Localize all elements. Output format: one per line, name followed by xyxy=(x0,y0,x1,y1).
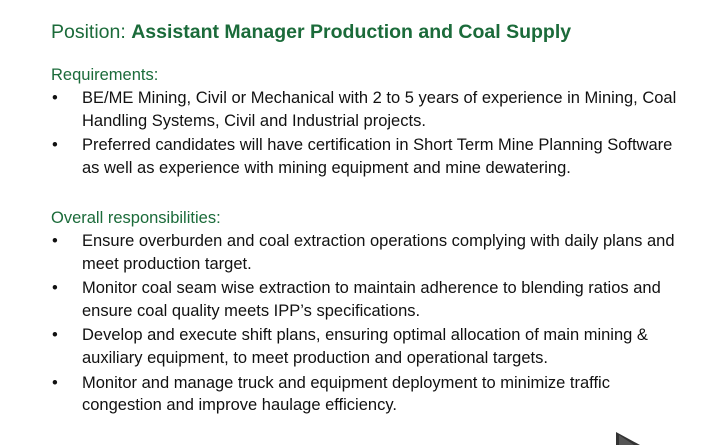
requirements-heading: Requirements: xyxy=(51,66,159,84)
list-item: • Develop and execute shift plans, ensuring optimal allocation of main mining & auxiliary equipment, to meet production and operational targets. xyxy=(52,326,648,367)
bullet-icon: • xyxy=(52,279,58,298)
list-item: • Monitor and manage truck and equipment deployment to minimize traffic congestion and improve haulage efficiency. xyxy=(52,373,610,415)
bullet-icon: • xyxy=(52,136,58,155)
list-item: • Preferred candidates will have certification in Short Term Mine Planning Software as well as experience with mining equipment and mine dewatering. xyxy=(52,136,673,177)
position-title xyxy=(51,21,571,44)
position-label: Position: xyxy=(51,21,126,43)
position-role: Assistant Manager Production and Coal Supply xyxy=(131,21,572,43)
requirements-list xyxy=(51,87,691,181)
list-item: • Monitor coal seam wise extraction to maintain adherence to blending ratios and ensure coal quality meets IPP’s specifications. xyxy=(52,279,661,320)
mouse-pointer-icon xyxy=(614,432,644,445)
list-item: • Ensure overburden and coal extraction operations complying with daily plans and meet production target. xyxy=(52,232,675,273)
bullet-icon: • xyxy=(52,232,58,250)
bullet-icon: • xyxy=(52,373,58,392)
responsibilities-list xyxy=(51,230,691,419)
responsibilities-heading: Overall responsibilities: xyxy=(51,209,221,227)
bullet-icon: • xyxy=(52,89,58,107)
list-item: • BE/ME Mining, Civil or Mechanical with 2 to 5 years of experience in Mining, Coal Handling Systems, Civil and Industrial projects. xyxy=(52,89,677,130)
bullet-icon: • xyxy=(52,326,58,345)
